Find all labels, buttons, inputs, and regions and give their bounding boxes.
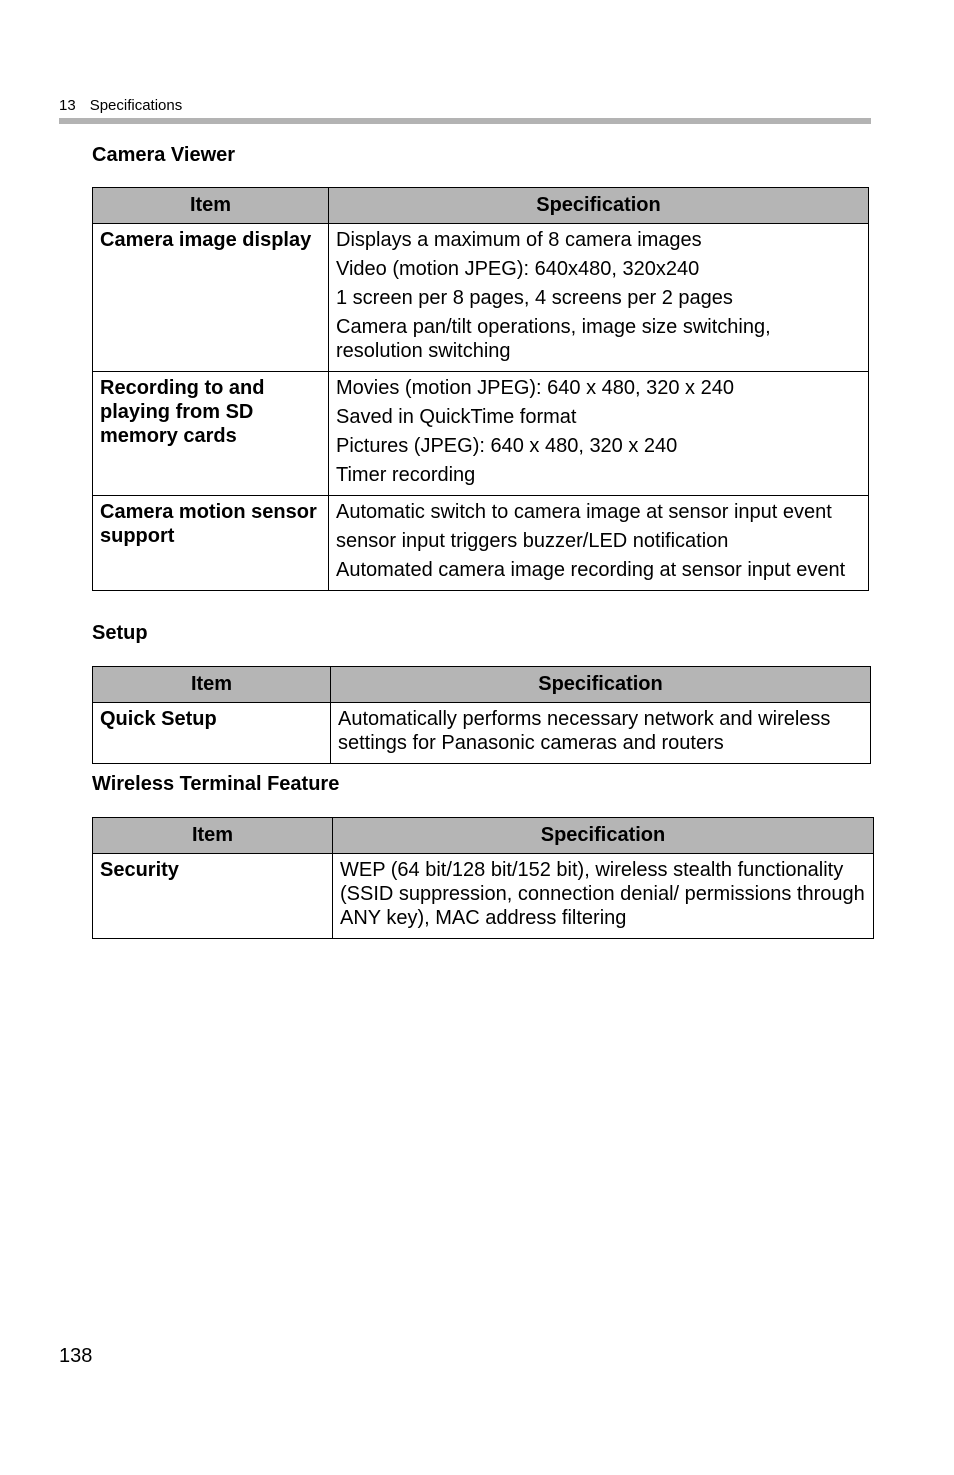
spec-line: Movies (motion JPEG): 640 x 480, 320 x 240 xyxy=(336,377,734,399)
item-cell: Camera image display xyxy=(93,224,329,372)
column-header-item: Item xyxy=(93,188,329,224)
spec-line: Camera pan/tilt operations, image size switching, resolution switching xyxy=(336,316,771,362)
table-row xyxy=(93,224,869,372)
item-cell: Quick Setup xyxy=(93,703,331,764)
spec-line: Timer recording xyxy=(336,464,476,486)
spec-cell xyxy=(333,854,874,939)
running-header xyxy=(59,97,182,114)
table-row xyxy=(93,496,869,591)
column-header-item: Item xyxy=(93,818,333,854)
spec-cell xyxy=(331,703,871,764)
spec-line: Automatic switch to camera image at sensor input event xyxy=(336,501,832,523)
column-header-specification: Specification xyxy=(331,667,871,703)
spec-cell xyxy=(329,224,869,372)
spec-cell xyxy=(329,372,869,496)
spec-line: Automated camera image recording at sensor input event xyxy=(336,559,846,581)
column-header-specification: Specification xyxy=(329,188,869,224)
item-cell: Camera motion sensor support xyxy=(93,496,329,591)
spec-line: Pictures (JPEG): 640 x 480, 320 x 240 xyxy=(336,435,678,457)
spec-line: Saved in QuickTime format xyxy=(336,406,577,428)
page-number: 138 xyxy=(59,1345,93,1367)
section-heading-setup: Setup xyxy=(92,622,148,644)
camera-viewer-table xyxy=(92,187,869,591)
spec-line: sensor input triggers buzzer/LED notification xyxy=(336,530,729,552)
item-cell: Security xyxy=(93,854,333,939)
wireless-terminal-table xyxy=(92,817,874,939)
table-header-row xyxy=(93,188,869,224)
section-heading-wireless-terminal-feature: Wireless Terminal Feature xyxy=(92,773,340,795)
table-row xyxy=(93,854,874,939)
setup-table xyxy=(92,666,871,764)
table-row xyxy=(93,703,871,764)
spec-line: Automatically performs necessary network and wireless settings for Panasonic cameras and routers xyxy=(338,708,831,754)
chapter-title: Specifications xyxy=(89,97,183,114)
table-header-row xyxy=(93,818,874,854)
spec-line: 1 screen per 8 pages, 4 screens per 2 pages xyxy=(336,287,733,309)
spec-line: Video (motion JPEG): 640x480, 320x240 xyxy=(336,258,700,280)
chapter-number: 13 xyxy=(59,97,76,114)
spec-line: WEP (64 bit/128 bit/152 bit), wireless stealth functionality (SSID suppression, connection denial/ permissions through ANY key), MAC address filtering xyxy=(340,859,865,929)
section-heading-camera-viewer: Camera Viewer xyxy=(92,144,236,166)
table-row xyxy=(93,372,869,496)
item-cell: Recording to and playing from SD memory cards xyxy=(93,372,329,496)
column-header-specification: Specification xyxy=(333,818,874,854)
column-header-item: Item xyxy=(93,667,331,703)
spec-cell xyxy=(329,496,869,591)
spec-line: Displays a maximum of 8 camera images xyxy=(336,229,702,251)
table-header-row xyxy=(93,667,871,703)
header-rule xyxy=(59,118,871,124)
